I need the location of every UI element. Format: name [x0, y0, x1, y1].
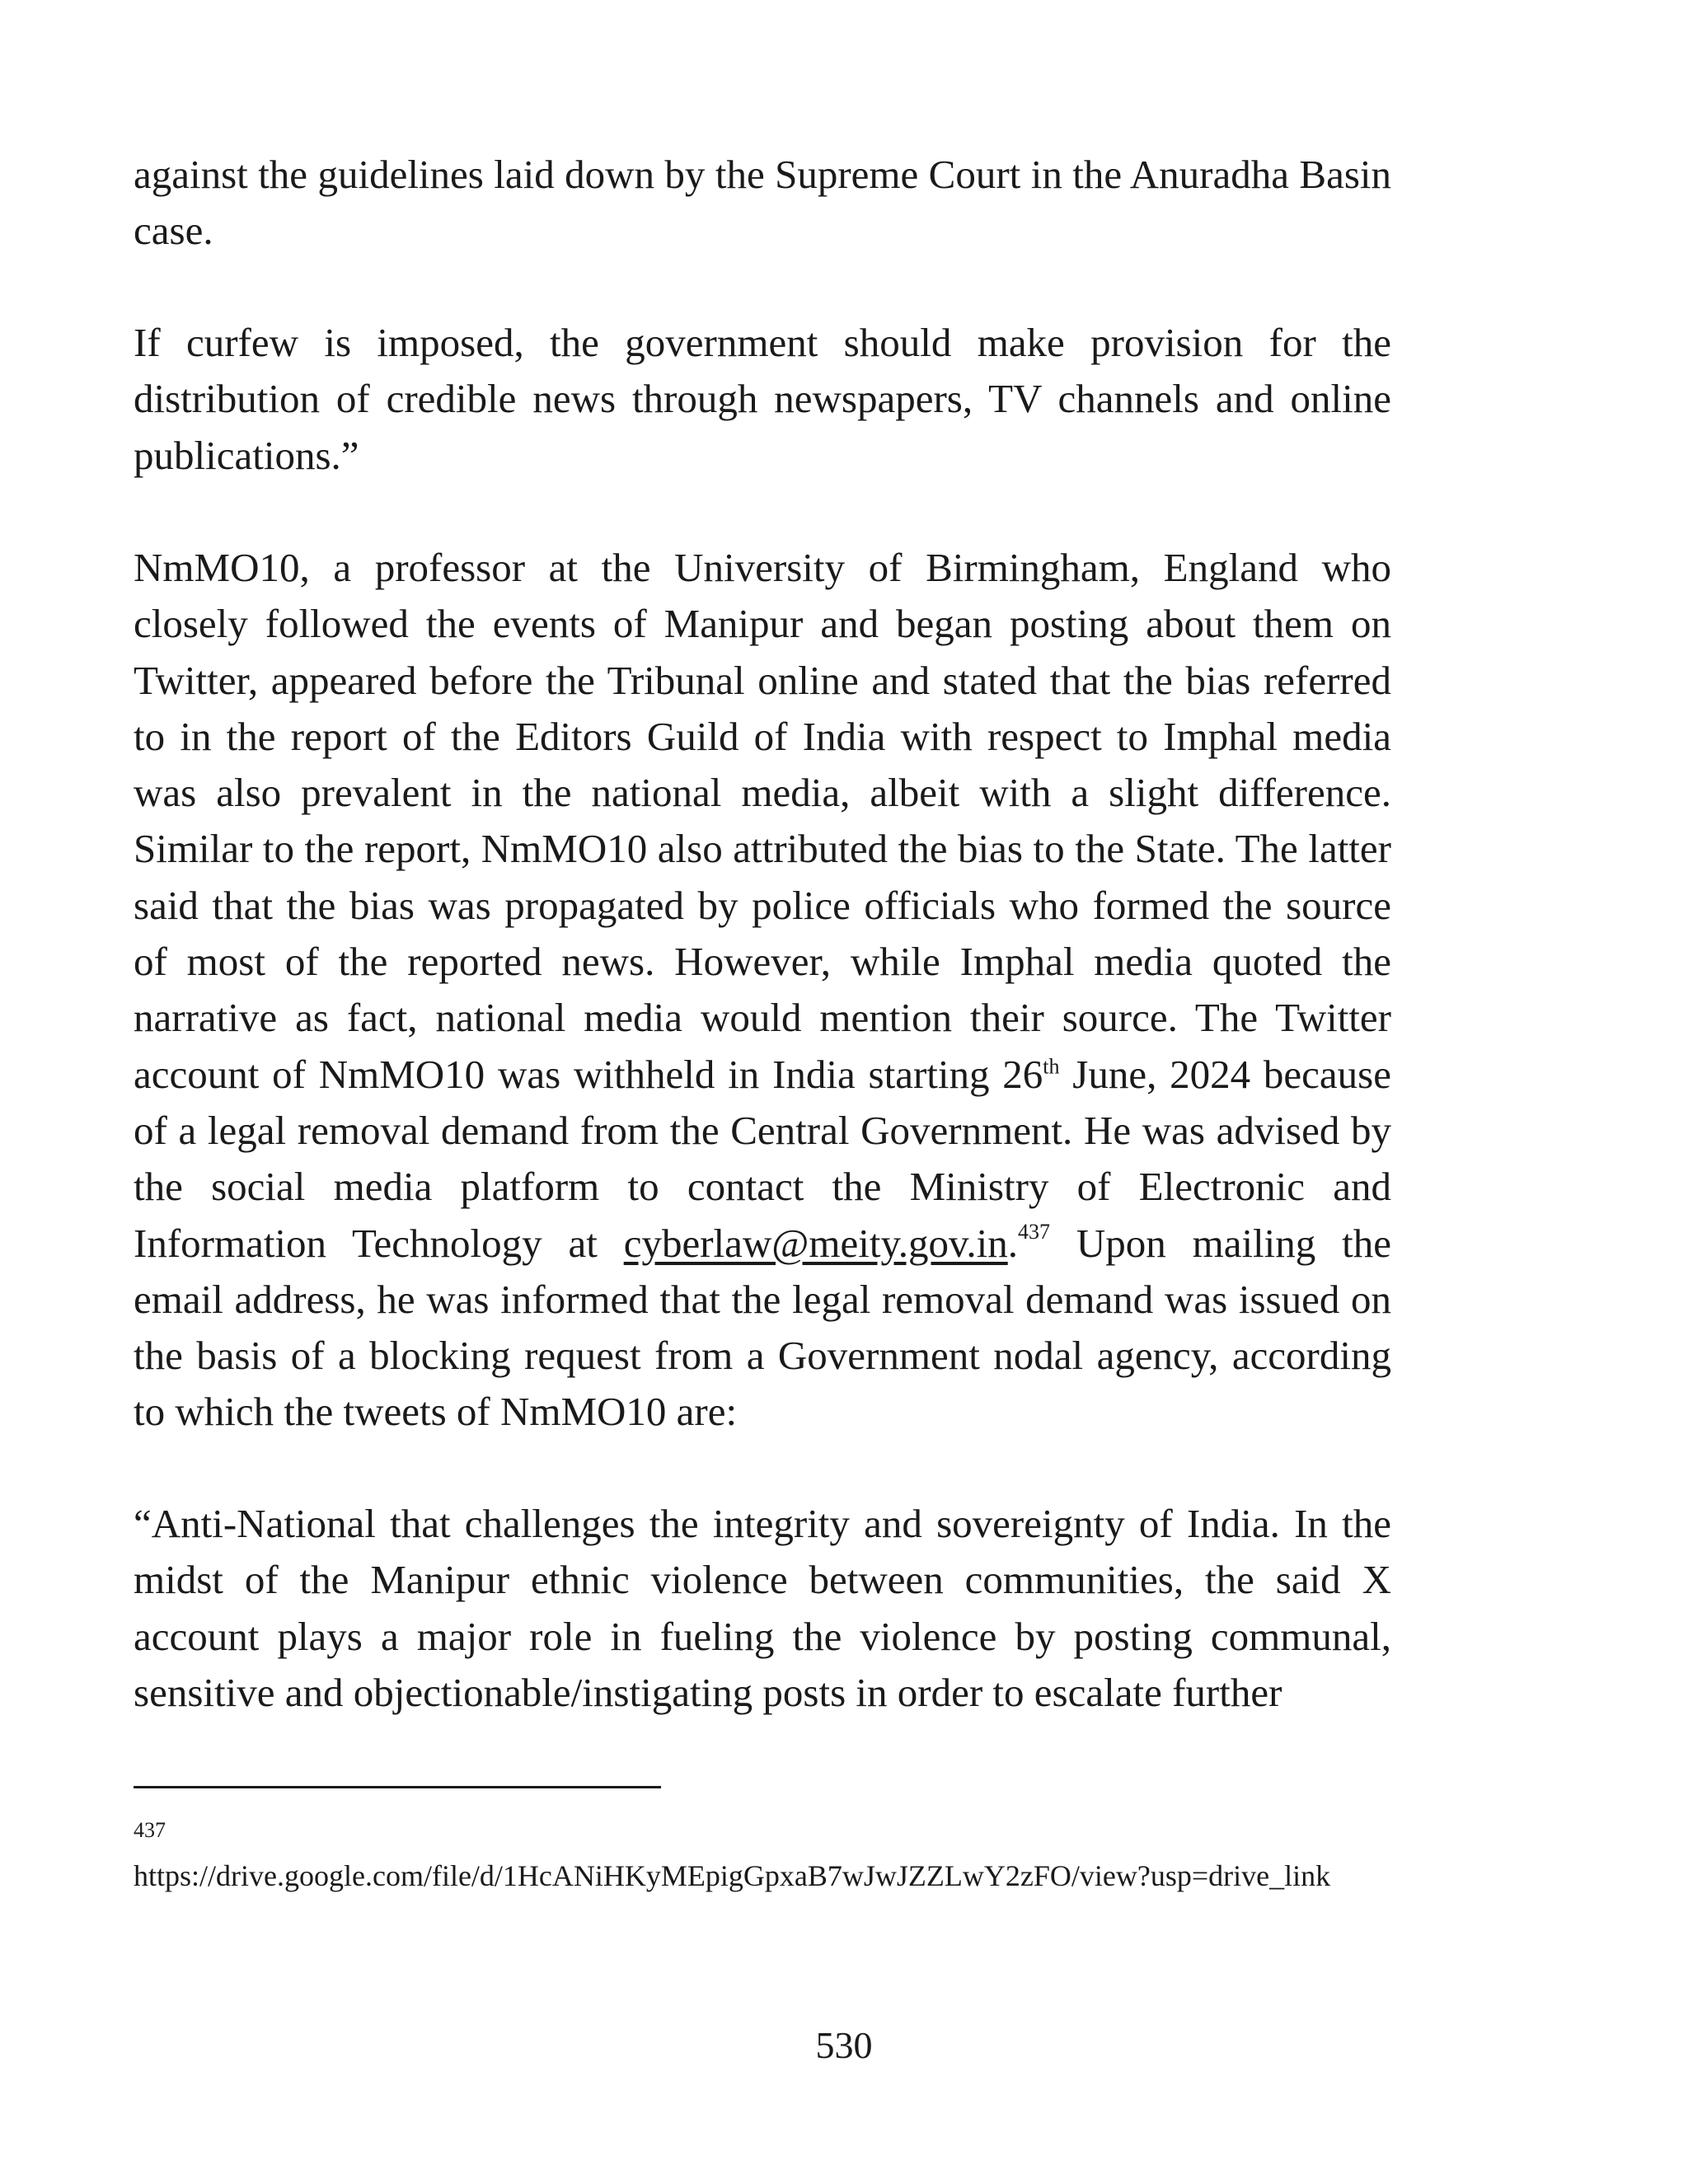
testimony-text-part2: June, 2024 because of a legal removal demand from the Central Government. He was advised by the social media platform to contact the Ministry of Electronic and Information Technology at	[134, 1051, 1391, 1266]
paragraph-anti-national-quote: “Anti-National that challenges the integrity and sovereignty of India. In the midst of the Manipur ethnic violence between communities, the said X account plays a major role in fueling the violence by posting communal, sensitive and objectionable/instigating posts in order to escalate further	[134, 1501, 1391, 1715]
footnote-reference[interactable]: 437	[1017, 1220, 1050, 1244]
ordinal-suffix: th	[1043, 1054, 1060, 1079]
footnote-number: 437	[134, 1818, 166, 1842]
email-link[interactable]: cyberlaw@meity.gov.in	[623, 1220, 1008, 1266]
paragraph-curfew-provision: If curfew is imposed, the government should make provision for the distribution of credible news through newspapers, TV channels and online publications.”	[134, 320, 1391, 478]
footnote-divider	[134, 1786, 661, 1788]
footnote-url[interactable]: https://drive.google.com/file/d/1HcANiHKyMEpigGpxaB7wJwJZZLwY2zFO/view?usp=drive_link	[134, 1859, 1331, 1892]
testimony-text-part1: NmMO10, a professor at the University of Birmingham, England who closely followed the events of Manipur and began posting about them on Twitter, appeared before the Tribunal online and stated that the bias referred to in the report of the Editors Guild of India with respect to Imphal media was also prevalent in the national media, albeit with a slight difference. Similar to the report, NmMO10 also attributed the bias to the State. The latter said that the bias was propagated by police officials who formed the source of most of the reported news. However, while Imphal media quoted the narrative as fact, national media would mention their source. The Twitter account of NmMO10 was withheld in India starting 26	[134, 545, 1391, 1097]
page-number: 530	[815, 2024, 873, 2066]
email-trailing-period: .	[1007, 1220, 1018, 1266]
paragraph-nmmo10-testimony	[134, 540, 1391, 1441]
testimony-text-part3: Upon mailing the email address, he was informed that the legal removal demand was issued on the basis of a blocking request from a Government nodal agency, according to which the tweets of NmMO10 are:	[134, 1220, 1391, 1435]
paragraph-anuradha-basin: against the guidelines laid down by the Supreme Court in the Anuradha Basin case.	[134, 152, 1391, 254]
